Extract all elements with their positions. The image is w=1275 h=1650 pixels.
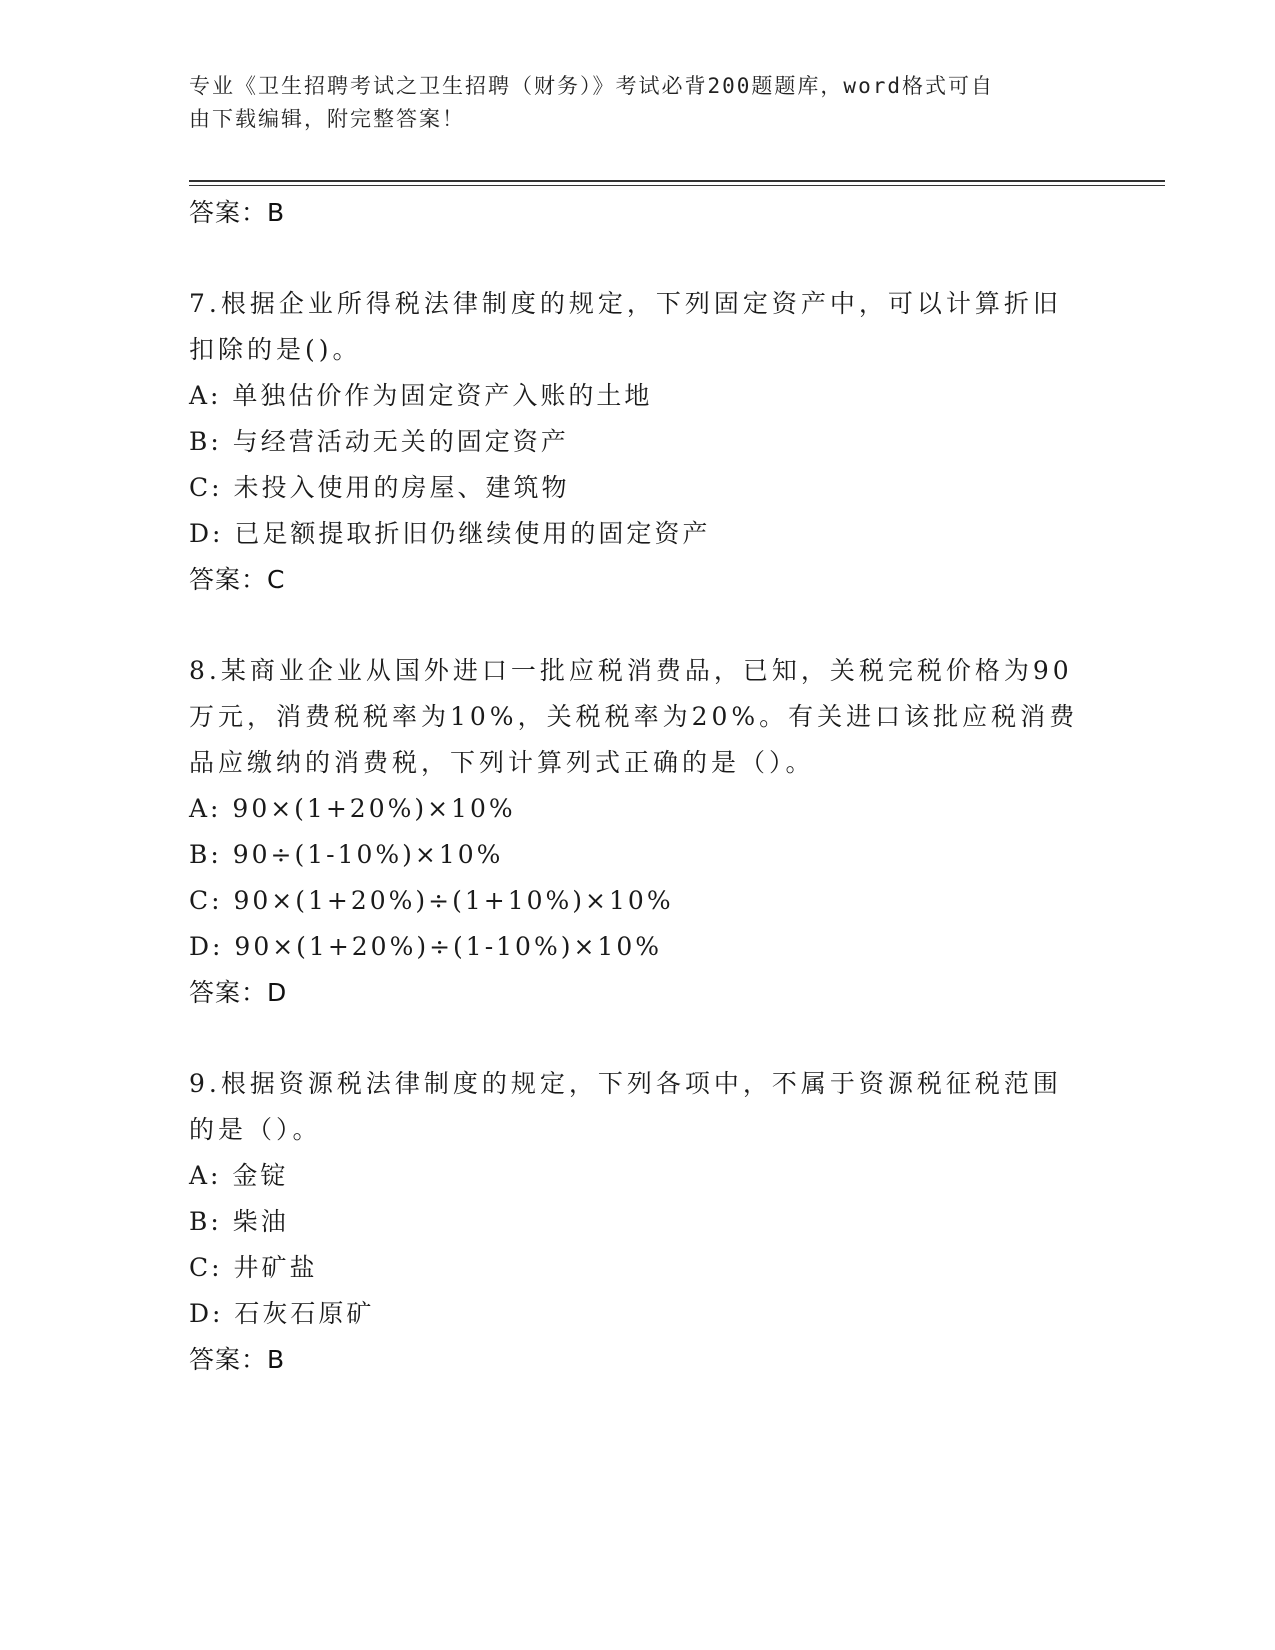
question-stem-line: 扣除的是()。 [189,335,362,364]
option-a: A: 金锭 [189,1161,289,1190]
header-line-2: 由下载编辑，附完整答案！ [189,107,465,131]
option-b: B: 90÷(1-10%)×10% [189,840,504,869]
question-stem [189,648,1089,786]
question-block-9 [189,1061,1089,1383]
option-a: A: 单独估价作为固定资产入账的土地 [189,381,653,410]
option-b: B: 与经营活动无关的固定资产 [189,427,569,456]
question-stem-line: 的是（）。 [189,1115,322,1144]
question-stem-line: 9.根据资源税法律制度的规定，下列各项中，不属于资源税征税范围 [189,1069,1062,1098]
answer-line: 答案：B [189,1345,286,1374]
document-body [189,190,1089,1383]
question-stem-line: 品应缴纳的消费税，下列计算列式正确的是（）。 [189,748,815,777]
spacer [189,603,1089,648]
document-header [189,70,1069,136]
option-a: A: 90×(1+20%)×10% [189,794,516,823]
header-divider-thin [189,185,1165,186]
header-divider-thick [189,180,1165,182]
question-block-8 [189,648,1089,1016]
option-c: C: 井矿盐 [189,1253,318,1282]
header-line-1: 专业《卫生招聘考试之卫生招聘（财务）》考试必背200题题库，word格式可自 [189,74,994,98]
option-c: C: 90×(1+20%)÷(1+10%)×10% [189,886,674,915]
question-stem [189,1061,1089,1153]
option-d: D: 已足额提取折旧仍继续使用的固定资产 [189,519,711,548]
option-d: D: 石灰石原矿 [189,1299,375,1328]
option-b: B: 柴油 [189,1207,289,1236]
spacer [189,1016,1089,1061]
option-d: D: 90×(1+20%)÷(1-10%)×10% [189,932,662,961]
option-c: C: 未投入使用的房屋、建筑物 [189,473,570,502]
question-block-7 [189,281,1089,603]
question-stem-line: 8.某商业企业从国外进口一批应税消费品，已知，关税完税价格为90 [189,656,1073,685]
answer-line: 答案：C [189,565,286,594]
answer-line: 答案：D [189,978,288,1007]
spacer [189,236,1089,281]
question-stem-line: 7.根据企业所得税法律制度的规定，下列固定资产中，可以计算折旧 [189,289,1062,318]
previous-answer: 答案：B [189,198,286,227]
question-stem-line: 万元，消费税税率为10%，关税税率为20%。有关进口该批应税消费 [189,702,1079,731]
question-stem [189,281,1089,373]
